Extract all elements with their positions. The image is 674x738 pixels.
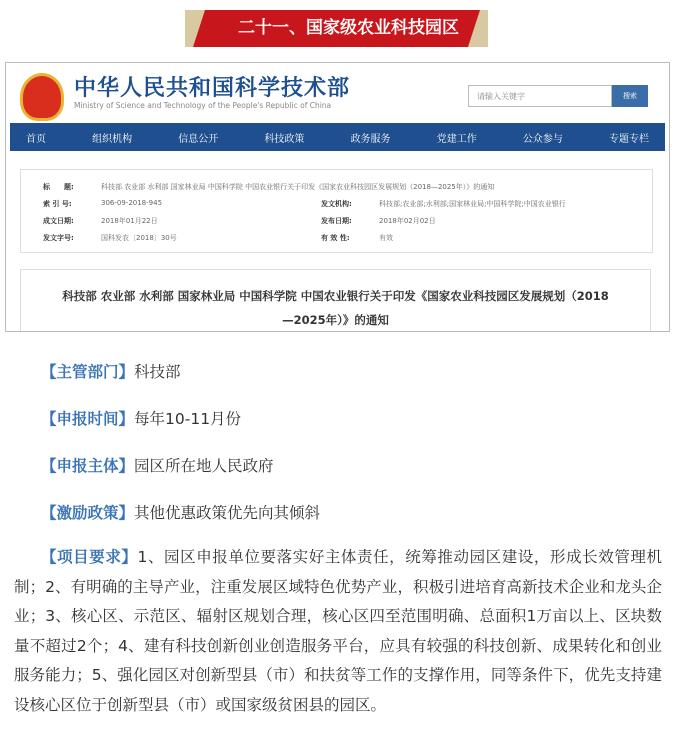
info-label: 发布日期: <box>321 217 352 225</box>
info-value: 科技部;农业部;水利部;国家林业局;中国科学院;中国农业银行 <box>379 200 566 208</box>
national-emblem-icon <box>20 73 64 121</box>
nav-item[interactable]: 公众参与 <box>522 133 563 145</box>
info-label: 发文字号: <box>43 234 74 242</box>
info-value: 2018年01月22日 <box>101 217 158 225</box>
info-value: 2018年02月02日 <box>379 217 436 225</box>
info-item <box>41 449 662 496</box>
item-value: 科技部 <box>134 363 181 381</box>
nav-item[interactable]: 科技政策 <box>264 133 305 145</box>
item-value: 每年10-11月份 <box>134 410 242 428</box>
embedded-screenshot <box>5 62 670 332</box>
info-value: 有效 <box>379 234 393 242</box>
info-label: 有 效 性: <box>321 234 350 242</box>
nav-item[interactable]: 信息公开 <box>178 133 219 145</box>
info-label: 标 题: <box>43 183 74 191</box>
info-item <box>41 496 662 543</box>
item-label: 【主管部门】 <box>41 363 135 381</box>
info-value: 国科发农〔2018〕30号 <box>101 234 177 242</box>
nav-item[interactable]: 政务服务 <box>350 133 391 145</box>
requirements-paragraph <box>14 543 662 720</box>
item-label: 【激励政策】 <box>41 504 135 522</box>
nav-item[interactable]: 组织机构 <box>92 133 133 145</box>
item-label: 【项目要求】 <box>41 548 138 566</box>
info-label: 发文机构: <box>321 200 352 208</box>
site-title: 中华人民共和国科学技术部 <box>74 76 351 101</box>
info-value: 科技部 农业部 水利部 国家林业局 中国科学院 中国农业银行关于印发《国家农业科技园区发展规划（2018—2025年）》的通知 <box>101 183 495 191</box>
info-label: 成文日期: <box>43 217 74 225</box>
info-value: 306-09-2018-945 <box>101 199 163 207</box>
section-banner <box>185 10 488 47</box>
item-label: 【申报时间】 <box>41 410 135 428</box>
info-label: 索 引 号: <box>43 200 72 208</box>
section-title: 二十一、国家级农业科技园区 <box>238 18 459 38</box>
item-value: 其他优惠政策优先向其倾斜 <box>134 504 321 522</box>
item-value: 园区所在地人民政府 <box>134 457 274 475</box>
nav-item[interactable]: 首页 <box>26 133 46 145</box>
doc-title: 科技部 农业部 水利部 国家林业局 中国科学院 中国农业银行关于印发《国家农业科技园区发展规划（2018—2025年）》的通知 <box>20 269 651 332</box>
requirements-text: 1、园区申报单位要落实好主体责任，统筹推动园区建设，形成长效管理机制；2、有明确的主导产业，注重发展区域特色优势产业，积极引进培育高新技术企业和龙头企业；3、核心区、示范区、辐射区规划合理，核心区四至范围明确、总面积1万亩以上、区块数量不超过2个；4、建有科技创新创业创造服务平台，应具有较强的科技创新、成果转化和创业服务能力；5、强化园区对创新型县（市）和扶贫等工作的支撑作用，同等条件下，优先支持建设核心区位于创新型县（市）或国家级贫困县的园区。 <box>14 548 662 714</box>
search-button[interactable]: 搜索 <box>612 85 648 107</box>
search-input[interactable]: 请输入关键字 <box>468 85 612 107</box>
doc-info-box <box>20 169 653 253</box>
info-item <box>41 402 662 449</box>
nav-item[interactable]: 党建工作 <box>436 133 477 145</box>
nav-item[interactable]: 专题专栏 <box>608 133 649 145</box>
nav-bar <box>10 123 665 151</box>
info-item <box>41 355 662 402</box>
item-label: 【申报主体】 <box>41 457 135 475</box>
article-body <box>14 355 662 720</box>
site-subtitle: Ministry of Science and Technology of the People's Republic of China <box>74 101 332 110</box>
